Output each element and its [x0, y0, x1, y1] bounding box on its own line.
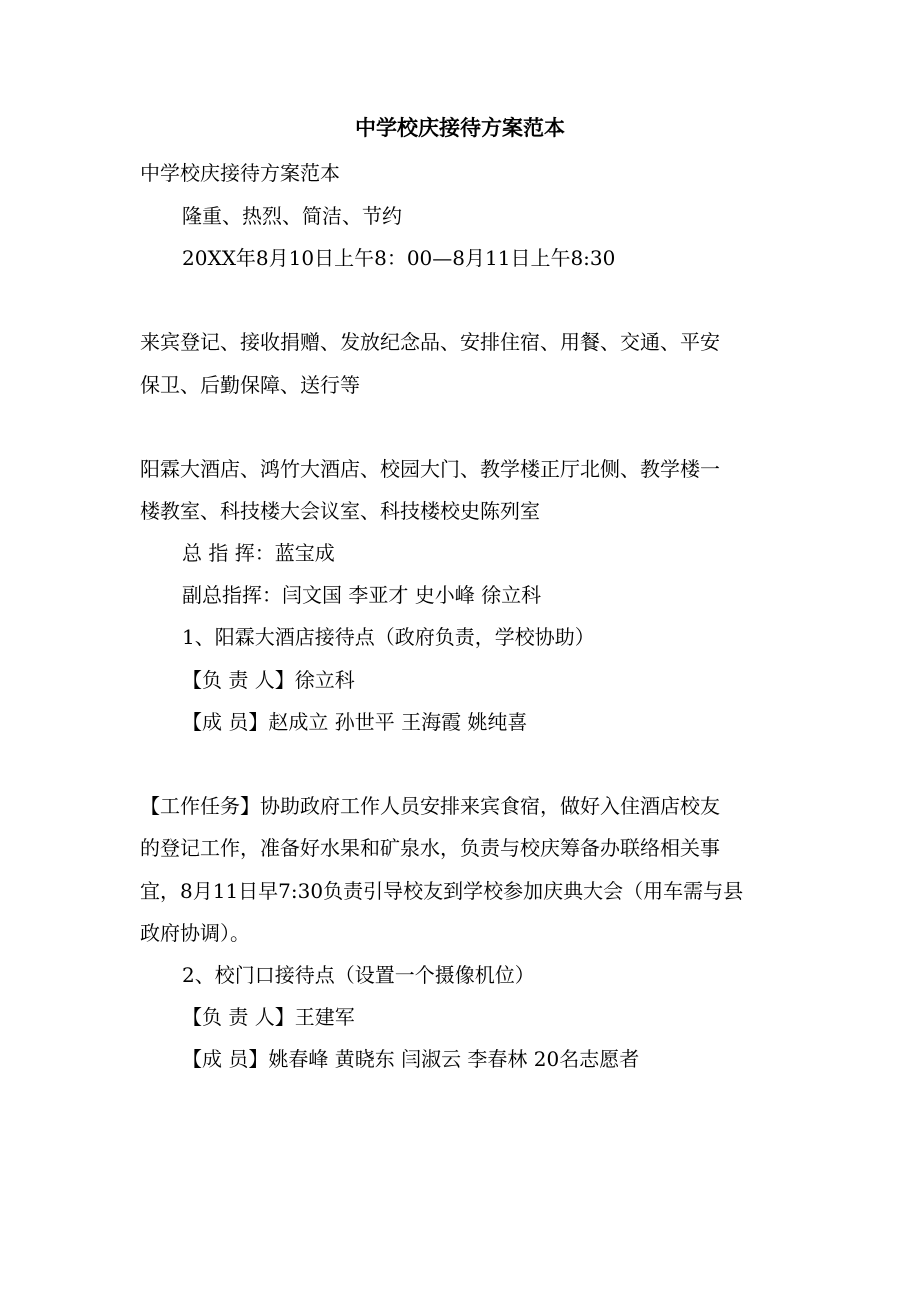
reception-point-1-heading: 1、阳霖大酒店接待点（政府负责，学校协助） — [182, 625, 595, 649]
location-line-2: 楼教室、科技楼大会议室、科技楼校史陈列室 — [140, 499, 540, 523]
chief-commander-line: 总 指 挥：蓝宝成 — [182, 541, 335, 565]
time-line: 20XX年8月10日上午8：00—8月11日上午8:30 — [182, 246, 616, 270]
scope-line-2: 保卫、后勤保障、送行等 — [140, 373, 360, 397]
reception-point-1-members: 【成 员】赵成立 孙世平 王海霞 姚纯喜 — [182, 710, 528, 734]
deputy-commander-line: 副总指挥：闫文国 李亚才 史小峰 徐立科 — [182, 583, 542, 607]
task-line-1: 【工作任务】协助政府工作人员安排来宾食宿，做好入住酒店校友 — [140, 794, 720, 818]
reception-point-1-leader: 【负 责 人】徐立科 — [182, 668, 355, 692]
location-line-1: 阳霖大酒店、鸿竹大酒店、校园大门、教学楼正厅北侧、教学楼一 — [140, 457, 720, 481]
principle-line: 隆重、热烈、简洁、节约 — [182, 204, 402, 228]
reception-point-2-leader: 【负 责 人】王建军 — [182, 1005, 355, 1029]
reception-point-2-members: 【成 员】姚春峰 黄晓东 闫淑云 李春林 20名志愿者 — [182, 1047, 640, 1071]
subtitle-line: 中学校庆接待方案范本 — [140, 161, 340, 185]
task-line-2: 的登记工作，准备好水果和矿泉水，负责与校庆筹备办联络相关事 — [140, 836, 720, 860]
scope-line-1: 来宾登记、接收捐赠、发放纪念品、安排住宿、用餐、交通、平安 — [140, 330, 720, 354]
document-title: 中学校庆接待方案范本 — [355, 115, 565, 140]
task-line-4: 政府协调）。 — [140, 921, 250, 945]
reception-point-2-heading: 2、校门口接待点（设置一个摄像机位） — [182, 963, 535, 987]
task-line-3: 宜，8月11日早7:30负责引导校友到学校参加庆典大会（用车需与县 — [140, 879, 744, 903]
